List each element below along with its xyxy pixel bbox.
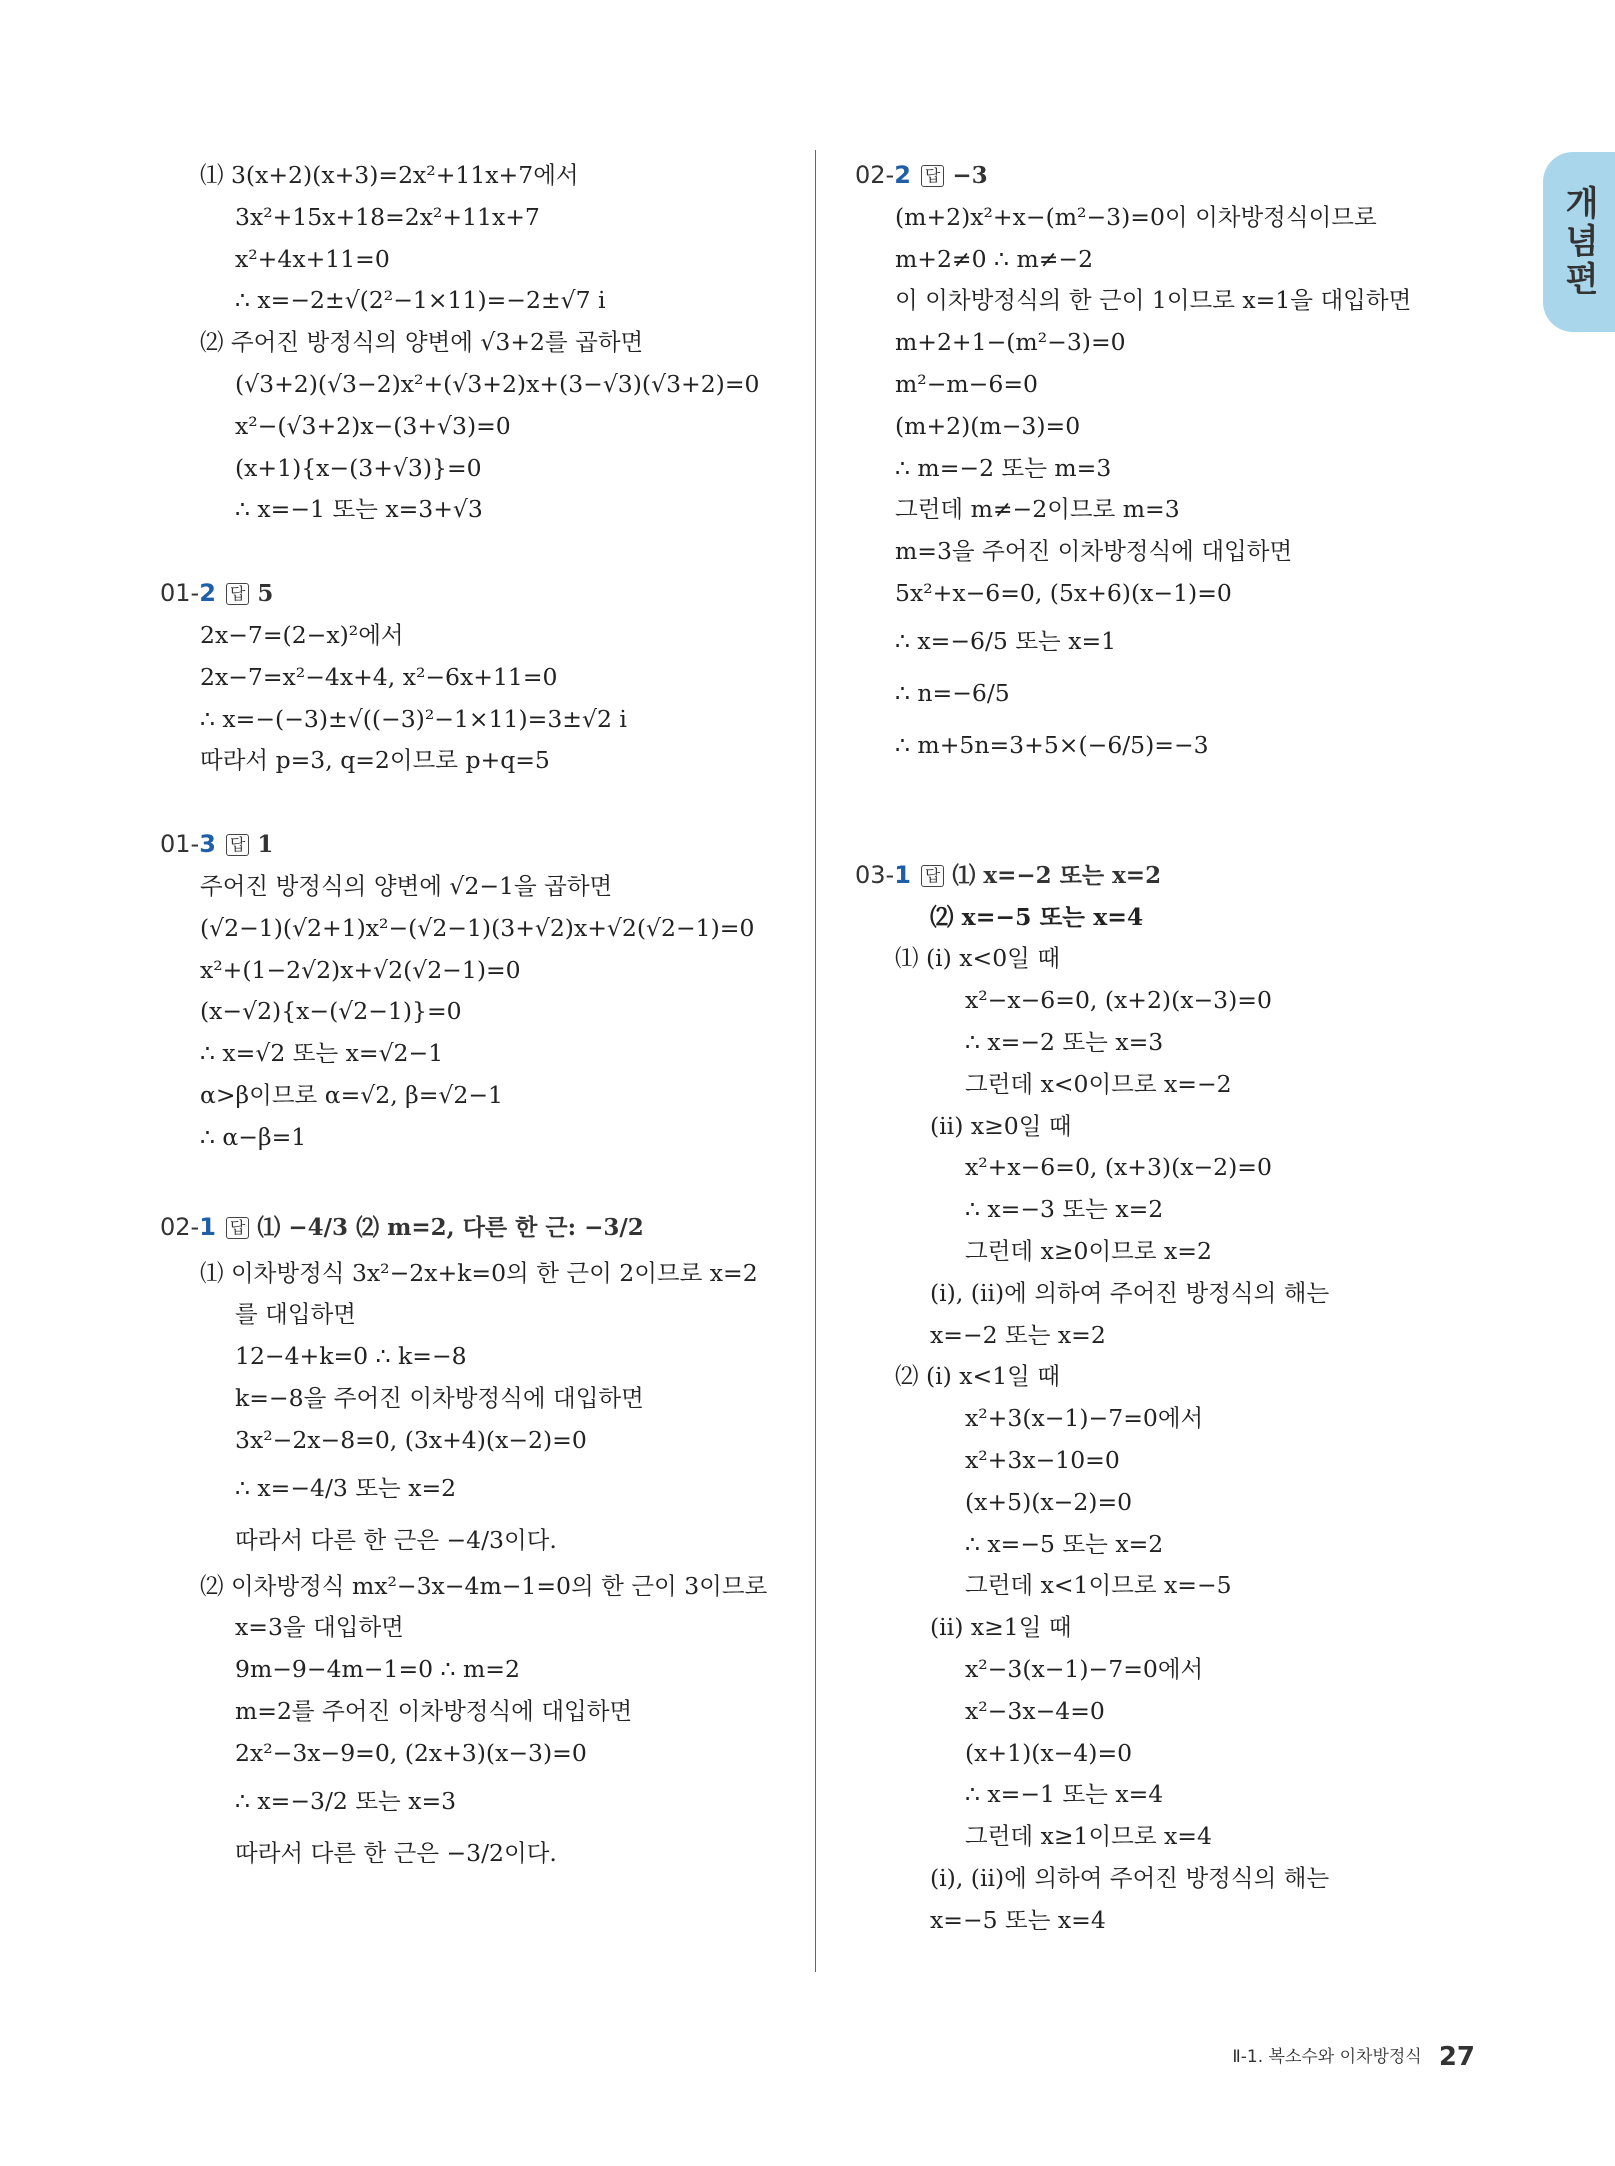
problem-number: 3 <box>199 830 216 859</box>
solution-line: ∴ x=−3/2 또는 x=3 <box>235 1786 457 1815</box>
solution-line: 그런데 m≠−2이므로 m=3 <box>895 495 1180 524</box>
solution-line: m+2+1−(m²−3)=0 <box>895 328 1126 357</box>
solution-line: x²+x−6=0, (x+3)(x−2)=0 <box>965 1153 1272 1182</box>
solution-line: ∴ x=−2 또는 x=3 <box>965 1027 1164 1056</box>
problem-number: 2 <box>199 579 216 608</box>
solution-line: (√3+2)(√3−2)x²+(√3+2)x+(3−√3)(√3+2)=0 <box>235 369 760 398</box>
answer-mark: 답 <box>226 1217 249 1239</box>
section-spacer <box>855 813 1495 855</box>
solution-line: ∴ x=√2 또는 x=√2−1 <box>200 1039 444 1068</box>
column-divider <box>815 150 816 1972</box>
solution-line: 3x²−2x−8=0, (3x+4)(x−2)=0 <box>235 1425 587 1454</box>
solution-line: ⑵ (ⅰ) x<1일 때 <box>895 1362 1061 1391</box>
solution-line: ⑴ 3(x+2)(x+3)=2x²+11x+7에서 <box>200 161 579 189</box>
solution-line: ⑴ (ⅰ) x<0일 때 <box>895 944 1061 973</box>
solution-line: (√2−1)(√2+1)x²−(√2−1)(3+√2)x+√2(√2−1)=0 <box>200 913 755 942</box>
solution-line: 3x²+15x+18=2x²+11x+7 <box>235 202 540 231</box>
solution-line: 이 이차방정식의 한 근이 1이므로 x=1을 대입하면 <box>895 286 1412 315</box>
section-heading <box>855 155 1495 197</box>
section-spacer <box>160 782 810 824</box>
answer-text: 5 <box>257 580 274 608</box>
section-spacer <box>855 771 1495 813</box>
solution-line: α>β이므로 α=√2, β=√2−1 <box>200 1080 503 1109</box>
section-tab-label: 개념편 <box>1558 185 1599 299</box>
chapter-title: Ⅱ-1. 복소수와 이차방정식 <box>1232 2047 1422 2067</box>
solution-line: (ⅰ), (ⅱ)에 의하여 주어진 방정식의 해는 <box>930 1863 1330 1892</box>
solution-line: m=3을 주어진 이차방정식에 대입하면 <box>895 537 1293 566</box>
problem-prefix: 03- <box>855 860 895 889</box>
page-footer <box>1232 2042 1475 2072</box>
solution-line: 따라서 다른 한 근은 −4/3이다. <box>235 1525 557 1554</box>
solution-line: 따라서 다른 한 근은 −3/2이다. <box>235 1838 557 1867</box>
solution-line: 9m−9−4m−1=0 ∴ m=2 <box>235 1655 520 1684</box>
problem-prefix: 01- <box>160 830 200 859</box>
right-column <box>855 155 1495 1941</box>
solution-line: 12−4+k=0 ∴ k=−8 <box>235 1342 467 1371</box>
solution-line: ∴ n=−6/5 <box>895 678 1010 707</box>
solution-line: (x+5)(x−2)=0 <box>965 1487 1133 1516</box>
solution-line: 5x²+x−6=0, (5x+6)(x−1)=0 <box>895 578 1232 607</box>
problem-number: 1 <box>199 1212 216 1241</box>
section-spacer <box>160 1159 810 1201</box>
solution-line: x²−x−6=0, (x+2)(x−3)=0 <box>965 986 1272 1015</box>
answer-mark: 답 <box>226 834 249 856</box>
answer-text: ⑴ x=−2 또는 x=2 <box>952 861 1162 889</box>
solution-line: ∴ x=−5 또는 x=2 <box>965 1529 1164 1558</box>
solution-line: (m+2)(m−3)=0 <box>895 411 1081 440</box>
solution-line: (x+1){x−(3+√3)}=0 <box>235 453 482 482</box>
solution-line: ∴ x=−(−3)±√((−3)²−1×11)=3±√2 i <box>200 704 627 733</box>
solution-line: ∴ x=−1 또는 x=3+√3 <box>235 495 483 524</box>
solution-line: ∴ α−β=1 <box>200 1122 307 1151</box>
problem-prefix: 02- <box>160 1212 200 1241</box>
section-heading <box>160 824 810 866</box>
section-heading <box>855 855 1495 897</box>
solution-line: x²−(√3+2)x−(3+√3)=0 <box>235 411 511 440</box>
page-number: 27 <box>1438 2042 1475 2072</box>
section-heading <box>160 1201 810 1253</box>
problem-prefix: 01- <box>160 579 200 608</box>
answer-text: 1 <box>257 831 274 859</box>
solution-line: (m+2)x²+x−(m²−3)=0이 이차방정식이므로 <box>895 202 1377 231</box>
solution-line: x=−5 또는 x=4 <box>930 1905 1106 1934</box>
solution-line: 그런데 x≥1이므로 x=4 <box>965 1822 1212 1851</box>
solution-line: (x+1)(x−4)=0 <box>965 1738 1133 1767</box>
solution-line: m=2를 주어진 이차방정식에 대입하면 <box>235 1696 633 1725</box>
solution-line: x=3을 대입하면 <box>235 1613 404 1642</box>
solution-line: x²+3x−10=0 <box>965 1445 1120 1474</box>
solution-line: ∴ x=−3 또는 x=2 <box>965 1195 1164 1224</box>
solution-line: ⑵ x=−5 또는 x=4 <box>930 902 1144 931</box>
solution-line: (ⅱ) x≥0일 때 <box>930 1111 1072 1140</box>
solution-line: ∴ m+5n=3+5×(−6/5)=−3 <box>895 730 1209 759</box>
solution-line: x²−3(x−1)−7=0에서 <box>965 1654 1204 1683</box>
solution-line: 2x−7=(2−x)²에서 <box>200 620 404 649</box>
solution-line: ∴ x=−2±√(2²−1×11)=−2±√7 i <box>235 286 606 315</box>
solution-line: m²−m−6=0 <box>895 369 1038 398</box>
solution-line: ∴ x=−6/5 또는 x=1 <box>895 626 1117 655</box>
answer-text: −3 <box>952 162 988 189</box>
solution-line: (ⅰ), (ⅱ)에 의하여 주어진 방정식의 해는 <box>930 1278 1330 1307</box>
problem-prefix: 02- <box>855 161 895 189</box>
solution-line: 그런데 x≥0이므로 x=2 <box>965 1236 1212 1265</box>
answer-mark: 답 <box>921 165 944 187</box>
solution-line: x²+(1−2√2)x+√2(√2−1)=0 <box>200 955 521 984</box>
problem-number: 2 <box>894 161 911 189</box>
solution-line: k=−8을 주어진 이차방정식에 대입하면 <box>235 1383 644 1412</box>
section-spacer <box>160 531 810 573</box>
solution-line: 따라서 p=3, q=2이므로 p+q=5 <box>200 746 550 775</box>
solution-line: ∴ x=−4/3 또는 x=2 <box>235 1473 457 1502</box>
solution-line: x²−3x−4=0 <box>965 1696 1105 1725</box>
solution-line: ⑵ 이차방정식 mx²−3x−4m−1=0의 한 근이 3이므로 <box>200 1571 768 1600</box>
left-column <box>160 155 810 1879</box>
answer-mark: 답 <box>921 865 944 887</box>
solution-line: m+2≠0 ∴ m≠−2 <box>895 244 1094 273</box>
solution-line: 를 대입하면 <box>235 1300 356 1329</box>
answer-text: ⑴ −4/3 ⑵ m=2, 다른 한 근: −3/2 <box>257 1213 644 1241</box>
section-tab <box>1543 152 1615 332</box>
solution-line: (ⅱ) x≥1일 때 <box>930 1613 1072 1642</box>
solution-line: 그런데 x<1이므로 x=−5 <box>965 1571 1232 1600</box>
solution-line: 그런데 x<0이므로 x=−2 <box>965 1069 1232 1098</box>
solution-line: 2x−7=x²−4x+4, x²−6x+11=0 <box>200 662 558 691</box>
solution-line: (x−√2){x−(√2−1)}=0 <box>200 997 462 1026</box>
answer-mark: 답 <box>226 583 249 605</box>
solution-line: x²+4x+11=0 <box>235 244 390 273</box>
solution-line: ∴ m=−2 또는 m=3 <box>895 453 1112 482</box>
solution-line: 2x²−3x−9=0, (2x+3)(x−3)=0 <box>235 1738 587 1767</box>
problem-number: 1 <box>894 860 911 889</box>
solution-line: x=−2 또는 x=2 <box>930 1320 1106 1349</box>
solution-line: ⑴ 이차방정식 3x²−2x+k=0의 한 근이 2이므로 x=2 <box>200 1258 758 1287</box>
solution-line: x²+3(x−1)−7=0에서 <box>965 1404 1204 1433</box>
solution-line: ∴ x=−1 또는 x=4 <box>965 1780 1164 1809</box>
solution-line: ⑵ 주어진 방정식의 양변에 √3+2를 곱하면 <box>200 328 644 357</box>
solution-line: 주어진 방정식의 양변에 √2−1을 곱하면 <box>200 871 613 900</box>
section-heading <box>160 573 810 615</box>
